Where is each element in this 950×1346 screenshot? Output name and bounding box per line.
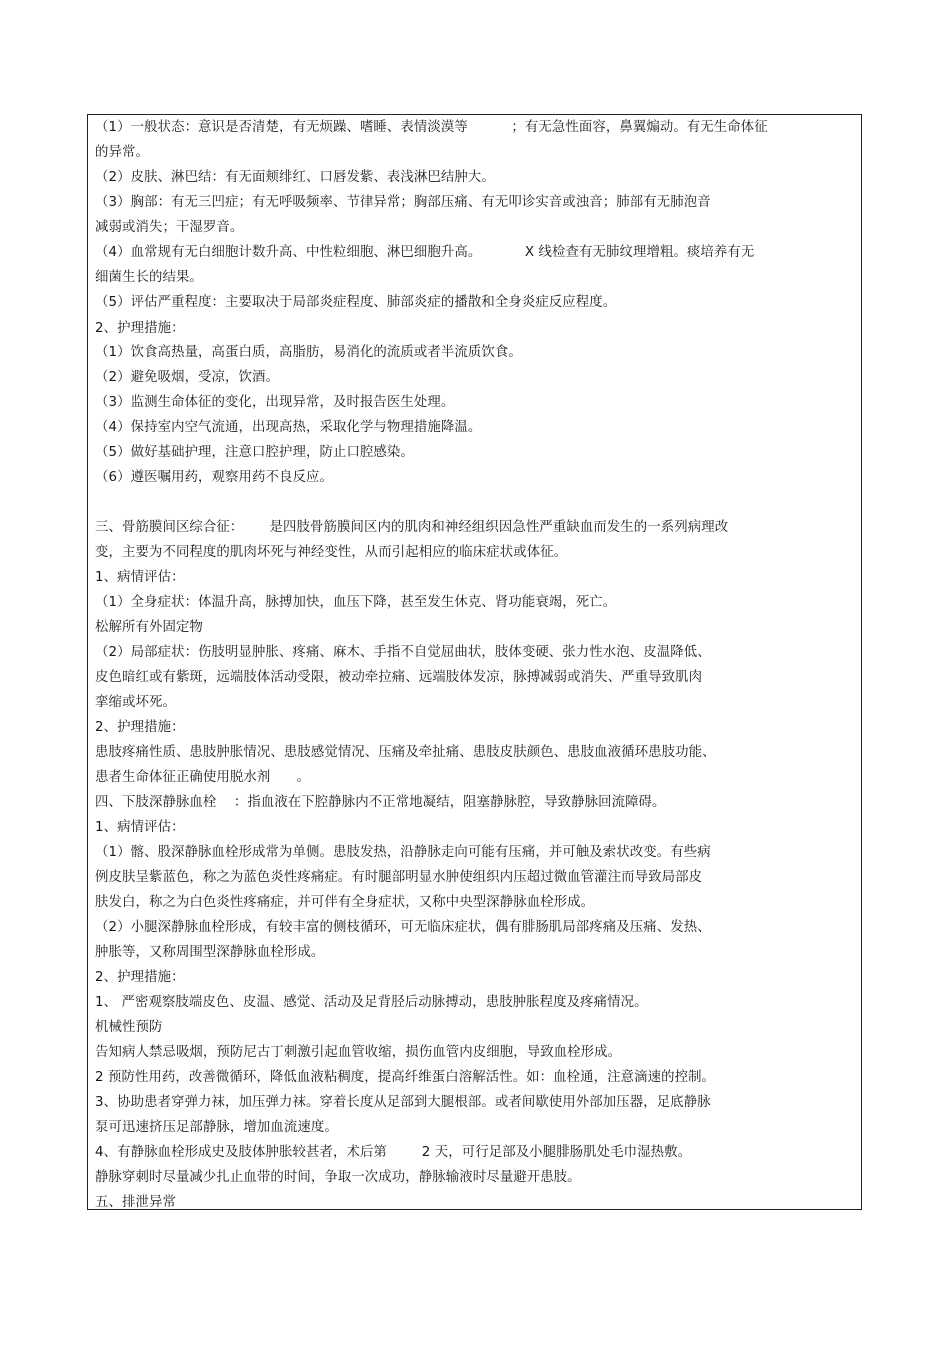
text-line: 2、护理措施： bbox=[95, 321, 185, 336]
text-line: （2）局部症状：伤肢明显肿胀、疼痛、麻木、手指不自觉屈曲状，肢体变硬、张力性水泡、皮温降低、 bbox=[95, 645, 711, 660]
text-line: 减弱或消失；干湿罗音。 bbox=[95, 220, 244, 235]
text-line: （3）监测生命体征的变化，出现异常，及时报告医生处理。 bbox=[95, 395, 455, 410]
text-line: 松解所有外固定物 bbox=[95, 620, 203, 635]
text-line: （6）遵医嘱用药，观察用药不良反应。 bbox=[95, 470, 333, 485]
text-line: 肤发白，称之为白色炎性疼痛症，并可伴有全身症状，又称中央型深静脉血栓形成。 bbox=[95, 895, 595, 910]
text-line: （1）全身症状：体温升高，脉搏加快，血压下降，甚至发生休克、肾功能衰竭，死亡。 bbox=[95, 595, 617, 610]
text-line: （2）皮肤、淋巴结：有无面颊绯红、口唇发紫、表浅淋巴结肿大。 bbox=[95, 170, 495, 185]
text-line: （4）血常规有无白细胞计数升高、中性粒细胞、淋巴细胞升高。 X 线检查有无肺纹理增粗。痰培养有无 bbox=[95, 245, 755, 260]
text-line: 1、 严密观察肢端皮色、皮温、感觉、活动及足背胫后动脉搏动，患肢肿胀程度及疼痛情况。 bbox=[95, 995, 648, 1010]
text-line: 患肢疼痛性质、患肢肿胀情况、患肢感觉情况、压痛及牵扯痛、患肢皮肤颜色、患肢血液循环患肢功能、 bbox=[95, 745, 716, 760]
text-line: 四、下肢深静脉血栓 ：指血液在下腔静脉内不正常地凝结，阻塞静脉腔，导致静脉回流障碍。 bbox=[95, 795, 666, 810]
text-line: 2、护理措施： bbox=[95, 970, 185, 985]
text-line: 1、病情评估： bbox=[95, 570, 185, 585]
text-line: 挛缩或坏死。 bbox=[95, 695, 176, 710]
text-line: （5）做好基础护理，注意口腔护理，防止口腔感染。 bbox=[95, 445, 414, 460]
text-line: 例皮肤呈紫蓝色，称之为蓝色炎性疼痛症。有时腿部明显水肿使组织内压超过微血管灌注而导致局部皮 bbox=[95, 870, 703, 885]
text-line: 静脉穿刺时尽量减少扎止血带的时间，争取一次成功，静脉输液时尽量避开患肢。 bbox=[95, 1170, 581, 1185]
text-line: （1）饮食高热量，高蛋白质，高脂肪，易消化的流质或者半流质饮食。 bbox=[95, 345, 522, 360]
text-line: 告知病人禁忌吸烟，预防尼古丁刺激引起血管收缩，损伤血管内皮细胞，导致血栓形成。 bbox=[95, 1045, 622, 1060]
text-line: （3）胸部：有无三凹症；有无呼吸频率、节律异常；胸部压痛、有无叩诊实音或浊音；肺部有无肺泡音 bbox=[95, 195, 711, 210]
text-line: （2）小腿深静脉血栓形成，有较丰富的侧枝循环，可无临床症状，偶有腓肠肌局部疼痛及压痛、发热、 bbox=[95, 920, 711, 935]
text-line: 五、排泄异常 bbox=[95, 1195, 176, 1210]
text-line: （2）避免吸烟，受凉，饮酒。 bbox=[95, 370, 279, 385]
text-line: （5）评估严重程度：主要取决于局部炎症程度、肺部炎症的播散和全身炎症反应程度。 bbox=[95, 295, 617, 310]
text-line: 1、病情评估： bbox=[95, 820, 185, 835]
text-line: 2 预防性用药，改善微循环，降低血液粘稠度，提高纤维蛋白溶解活性。如：血栓通，注意滴速的控制。 bbox=[95, 1070, 716, 1085]
text-line: 的异常。 bbox=[95, 145, 149, 160]
text-line: 泵可迅速挤压足部静脉，增加血流速度。 bbox=[95, 1120, 338, 1135]
text-line: 机械性预防 bbox=[95, 1020, 163, 1035]
text-line: 4、有静脉血栓形成史及肢体肿胀较甚者，术后第 2 天，可行足部及小腿腓肠肌处毛巾湿热敷。 bbox=[95, 1145, 692, 1160]
text-line: 变，主要为不同程度的肌肉坏死与神经变性，从而引起相应的临床症状或体征。 bbox=[95, 545, 568, 560]
text-line: （1）一般状态：意识是否清楚，有无烦躁、嗜睡、表情淡漠等 ；有无急性面容，鼻翼煽动。有无生命体征 bbox=[95, 120, 768, 135]
text-line: 皮色暗红或有紫斑，远端肢体活动受限，被动牵拉痛、远端肢体发凉，脉搏减弱或消失、严重导致肌肉 bbox=[95, 670, 703, 685]
text-line: 2、护理措施： bbox=[95, 720, 185, 735]
text-line: 肿胀等，又称周围型深静脉血栓形成。 bbox=[95, 945, 325, 960]
text-line: 细菌生长的结果。 bbox=[95, 270, 203, 285]
text-line: 患者生命体征正确使用脱水剂 。 bbox=[95, 770, 311, 785]
text-line: 三、骨筋膜间区综合征： 是四肢骨筋膜间区内的肌肉和神经组织因急性严重缺血而发生的一系列病理改 bbox=[95, 520, 729, 535]
text-line: （1）髂、股深静脉血栓形成常为单侧。患肢发热，沿静脉走向可能有压痛，并可触及索状改变。有些病 bbox=[95, 845, 711, 860]
text-line: （4）保持室内空气流通，出现高热，采取化学与物理措施降温。 bbox=[95, 420, 482, 435]
text-line: 3、协助患者穿弹力袜，加压弹力袜。穿着长度从足部到大腿根部。或者间歇使用外部加压器，足底静脉 bbox=[95, 1095, 711, 1110]
